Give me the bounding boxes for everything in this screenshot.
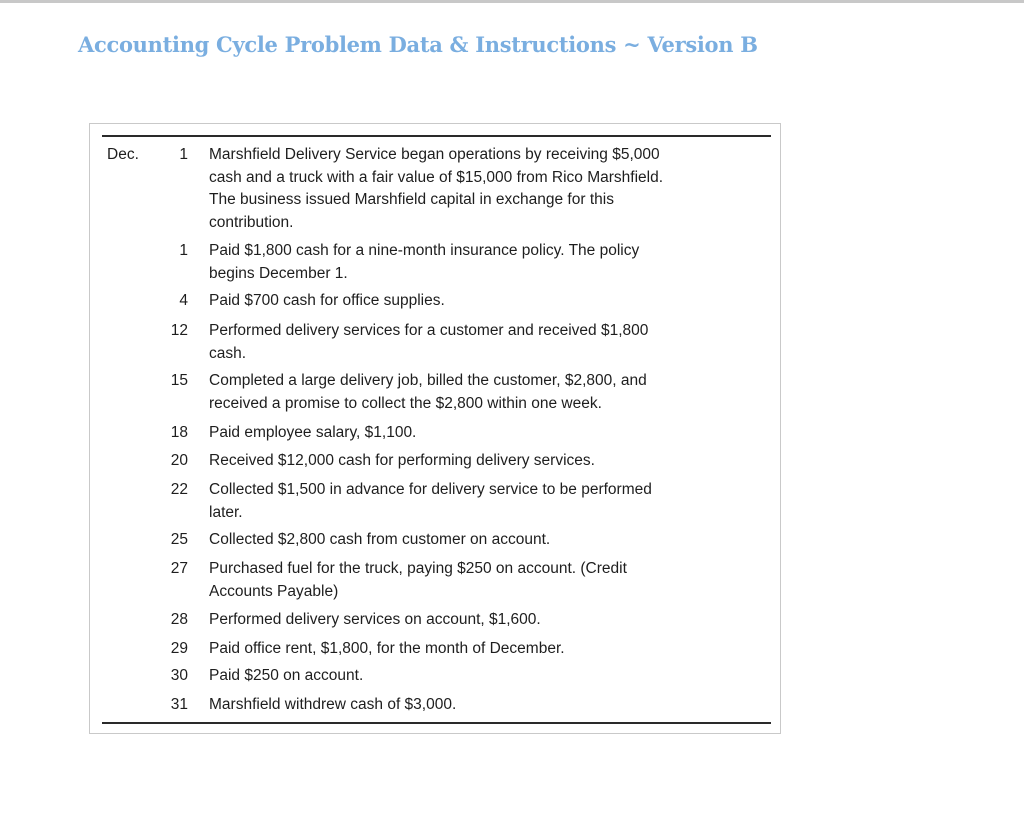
transaction-day: 1 (179, 146, 188, 163)
transaction-description (209, 422, 769, 445)
transaction-description (209, 529, 769, 552)
top-rule (0, 0, 1024, 3)
description-line: received a promise to collect the $2,800 within one week. (209, 394, 602, 412)
description-line: Completed a large delivery job, billed the customer, $2,800, and (209, 372, 647, 389)
description-line: Accounts Payable) (209, 582, 339, 600)
transaction-description (209, 694, 769, 717)
description-line: later. (209, 503, 243, 521)
transaction-day: 28 (170, 611, 188, 628)
description-line: Received $12,000 cash for performing delivery services. (209, 452, 595, 469)
description-line: Paid $250 on account. (209, 667, 364, 684)
description-line: Marshfield Delivery Service began operations by receiving $5,000 (209, 146, 660, 163)
transaction-description (209, 370, 769, 415)
transaction-day: 1 (179, 242, 188, 259)
transaction-description (209, 290, 769, 313)
transaction-description (209, 450, 769, 473)
transaction-description (209, 320, 769, 365)
description-line: cash. (209, 344, 247, 362)
description-line: Paid employee salary, $1,100. (209, 424, 417, 441)
transaction-day: 4 (179, 292, 188, 309)
description-line: Paid office rent, $1,800, for the month of December. (209, 640, 565, 657)
description-line: Collected $2,800 cash from customer on account. (209, 531, 551, 548)
description-line: Paid $700 cash for office supplies. (209, 292, 445, 309)
transaction-day: 30 (170, 667, 188, 684)
table-top-rule (102, 135, 771, 137)
description-line: Marshfield withdrew cash of $3,000. (209, 696, 457, 713)
table-bottom-rule (102, 722, 771, 724)
description-line: Performed delivery services for a customer and received $1,800 (209, 322, 649, 339)
page-title: Accounting Cycle Problem Data & Instructions ~ Version B (78, 32, 758, 57)
month-label: Dec. (107, 146, 139, 163)
transaction-day: 29 (170, 640, 188, 657)
transaction-description (209, 609, 769, 632)
transaction-day: 12 (170, 322, 188, 339)
transaction-description (209, 638, 769, 661)
transaction-day: 15 (170, 372, 188, 389)
transaction-day: 22 (170, 481, 188, 498)
description-line: Collected $1,500 in advance for delivery service to be performed (209, 481, 652, 498)
description-line: The business issued Marshfield capital in exchange for this (209, 191, 614, 208)
transaction-day: 20 (170, 452, 188, 469)
transaction-description (209, 558, 769, 603)
transaction-day: 25 (170, 531, 188, 548)
description-line: Performed delivery services on account, $1,600. (209, 611, 541, 628)
transaction-day: 31 (170, 696, 188, 713)
transaction-description (209, 665, 769, 688)
description-line: contribution. (209, 213, 294, 231)
transaction-day: 27 (170, 560, 188, 577)
transaction-description (209, 479, 769, 524)
transactions-panel (89, 123, 781, 734)
description-line: Purchased fuel for the truck, paying $250 on account. (Credit (209, 560, 627, 577)
description-line: Paid $1,800 cash for a nine-month insurance policy. The policy (209, 242, 640, 259)
transaction-description (209, 144, 769, 234)
description-line: begins December 1. (209, 264, 348, 282)
description-line: cash and a truck with a fair value of $15,000 from Rico Marshfield. (209, 168, 664, 186)
transaction-day: 18 (170, 424, 188, 441)
transaction-description (209, 240, 769, 285)
